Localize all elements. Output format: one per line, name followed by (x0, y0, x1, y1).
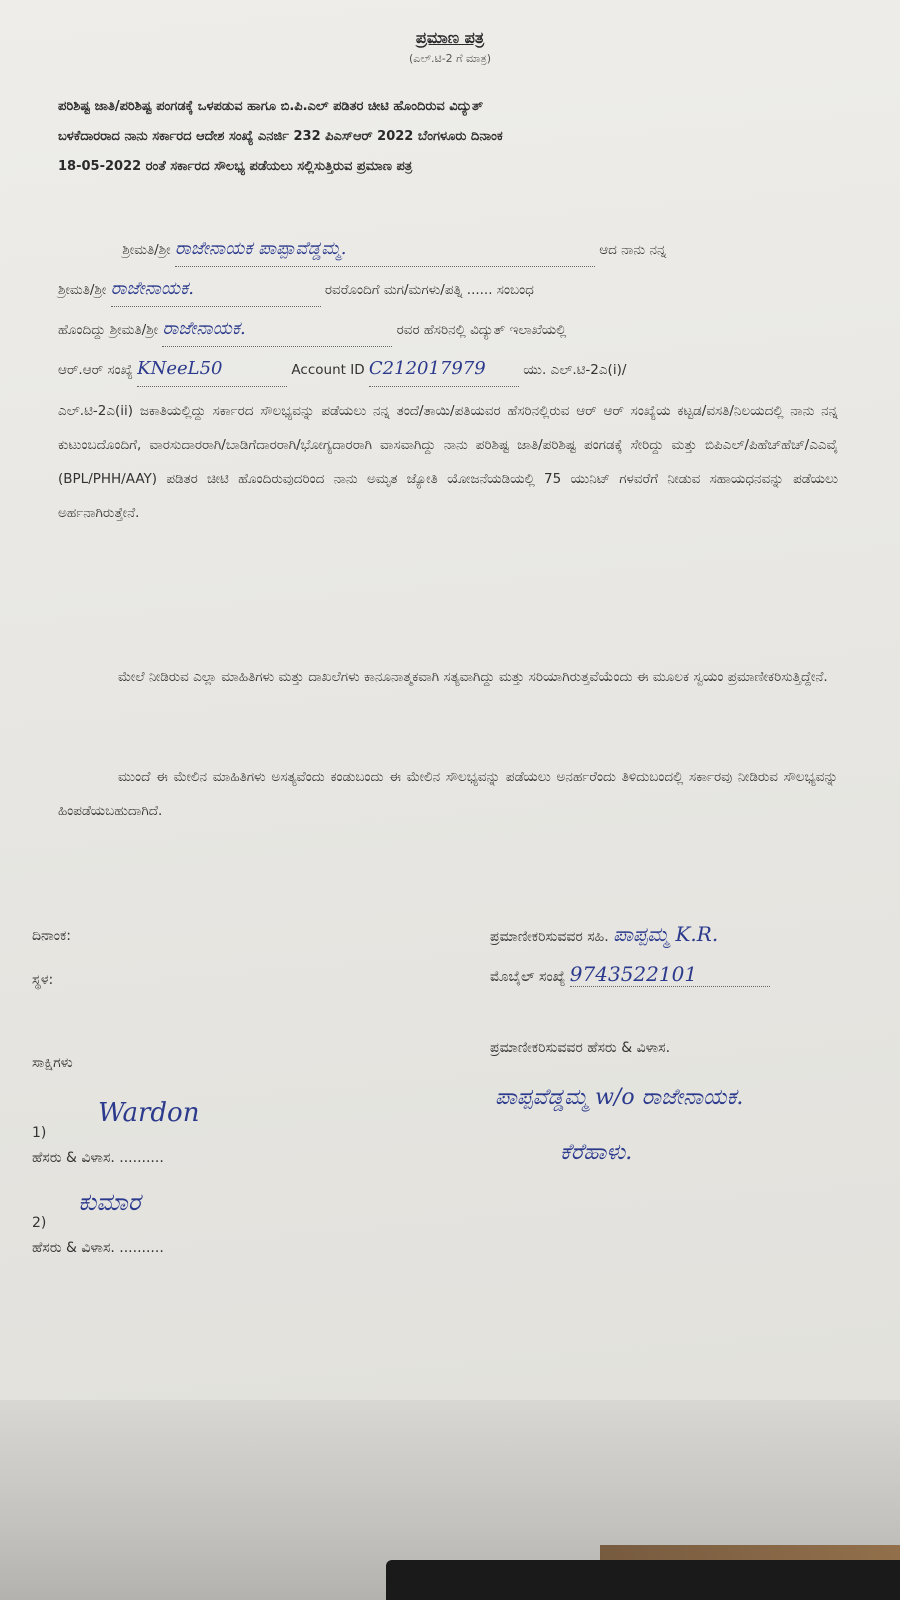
form-line-2-prefix: ಶ್ರೀಮತಿ/ಶ್ರೀ (58, 282, 107, 298)
form-line-4-suffix: ಯು. ಎಲ್.ಟಿ-2ಎ(i)/ (523, 362, 627, 378)
dark-object (386, 1560, 900, 1600)
name-address-line-2: ಕೆರೆಹಾಳು. (560, 1140, 633, 1165)
body-paragraph-1: ಎಲ್.ಟಿ-2ಎ(ii) ಜಕಾತಿಯಲ್ಲಿದ್ದು ಸರ್ಕಾರದ ಸೌಲಭ್ಯವನ್ನು ಪಡೆಯಲು ನನ್ನ ತಂದೆ/ತಾಯಿ/ಪತಿಯವರ ಹೆಸರಿನಲ್ಲಿರುವ ಆರ್ ಆರ್ ಸಂಖ್ಯೆಯ ಕಟ್ಟಡ/ವಸತಿ/ನಿಲಯದಲ್ಲಿ ನಾನು ನನ್ನ ಕುಟುಂಬದೊಂದಿಗೆ, ವಾರಸುದಾರರಾಗಿ/ಬಾಡಿಗೆದಾರರಾಗಿ/ಭೋಗ್ಯದಾರರಾಗಿ ವಾಸವಾಗಿದ್ದು ನಾನು ಪರಿಶಿಷ್ಟ ಜಾತಿ/ಪರಿಶಿಷ್ಟ ಪಂಗಡಕ್ಕೆ ಸೇರಿದ್ದು ಮತ್ತು ಬಿಪಿಎಲ್/ಪಿಹೆಚ್‌ಹೆಚ್/ಎಎವೈ (BPL/PHH/AAY) ಪಡಿತರ ಚೀಟಿ ಹೊಂದಿರುವುದರಿಂದ ನಾನು ಅಮೃತ ಜ್ಯೋತಿ ಯೋಜನೆಯಡಿಯಲ್ಲಿ 75 ಯುನಿಟ್ ಗಳವರೆಗೆ ನೀಡುವ ಸಹಾಯಧನವನ್ನು ಪಡೆಯಲು ಅರ್ಹನಾಗಿರುತ್ತೇನೆ. (58, 403, 838, 521)
body-paragraph-3: ಮುಂದೆ ಈ ಮೇಲಿನ ಮಾಹಿತಿಗಳು ಅಸತ್ಯವೆಂದು ಕಂಡುಬಂದು ಈ ಮೇಲಿನ ಸೌಲಭ್ಯವನ್ನು ಪಡೆಯಲು ಅನರ್ಹರೆಂದು ತಿಳಿದುಬಂದಲ್ಲಿ ಸರ್ಕಾರವು ನೀಡಿರುವ ಸೌಲಭ್ಯವನ್ನು ಹಿಂಪಡೆಯಬಹುದಾಗಿದೆ. (58, 769, 838, 819)
intro-paragraph (58, 92, 838, 182)
form-line-1-prefix: ಶ್ರೀಮತಿ/ಶ್ರೀ (122, 242, 171, 258)
handwritten-name-1: ರಾಜೇನಾಯಕ ಪಾಪ್ಪಾವೆಡ್ಡಮ್ಮ. (175, 232, 595, 267)
intro-line-3: 18-05-2022 ರಂತೆ ಸರ್ಕಾರದ ಸೌಲಭ್ಯ ಪಡೆಯಲು ಸಲ್ಲಿಸುತ್ತಿರುವ ಪ್ರಮಾಣ ಪತ್ರ (58, 159, 413, 174)
date-label: ದಿನಾಂಕ: (32, 928, 71, 944)
document-subtitle: (ಎಲ್.ಟಿ-2 ಗೆ ಮಾತ್ರ) (408, 52, 491, 65)
name-address-label: ಪ್ರಮಾಣೀಕರಿಸುವವರ ಹೆಸರು & ವಿಳಾಸ. (490, 1040, 671, 1056)
witness-1-name-address: ಹೆಸರು & ವಿಳಾಸ. .......... (32, 1150, 164, 1166)
account-id-value: C212017979 (369, 352, 519, 387)
place-label: ಸ್ಥಳ: (32, 972, 54, 988)
witness-2-number: 2) (32, 1215, 47, 1231)
body-paragraph-2: ಮೇಲೆ ನೀಡಿರುವ ಎಲ್ಲಾ ಮಾಹಿತಿಗಳು ಮತ್ತು ದಾಖಲೆಗಳು ಕಾನೂನಾತ್ಮಕವಾಗಿ ಸತ್ಯವಾಗಿದ್ದು ಮತ್ತು ಸರಿಯಾಗಿರುತ್ತವೆಯೆಂದು ಈ ಮೂಲಕ ಸ್ವಯಂ ಪ್ರಮಾಣೀಕರಿಸುತ್ತಿದ್ದೇನೆ. (118, 669, 828, 685)
mobile-number-value: 9743522101 (570, 962, 770, 987)
witnesses-label: ಸಾಕ್ಷಿಗಳು (32, 1055, 73, 1071)
mobile-number-label: ಮೊಬೈಲ್ ಸಂಖ್ಯೆ (490, 969, 566, 985)
rr-label: ಆರ್.ಆರ್ ಸಂಖ್ಯೆ (58, 362, 133, 378)
name-address-line-1: ಪಾಪ್ಪವೆಡ್ಡಮ್ಮ w/o ರಾಜೇನಾಯಕ. (495, 1085, 744, 1110)
signature-label (490, 922, 718, 946)
mobile-number-line (490, 962, 770, 987)
account-id-label: Account ID (291, 362, 365, 378)
signature-label-text: ಪ್ರಮಾಣೀಕರಿಸುವವರ ಸಹಿ. (490, 929, 609, 945)
signature-value: ಪಾಪ್ಪಮ್ಮ K.R. (613, 922, 719, 946)
intro-line-2: ಬಳಕೆದಾರರಾದ ನಾನು ಸರ್ಕಾರದ ಆದೇಶ ಸಂಖ್ಯೆ ಎನರ್ಜಿ 232 ಪಿಎಸ್ಆರ್ 2022 ಬೆಂಗಳೂರು ದಿನಾಂಕ (58, 129, 503, 144)
handwritten-name-3: ರಾಜೇನಾಯಕ. (162, 312, 392, 347)
form-line-3-prefix: ಹೊಂದಿದ್ದು ಶ್ರೀಮತಿ/ಶ್ರೀ (58, 322, 159, 338)
form-line-4 (58, 352, 838, 387)
witness-2-signature: ಕುಮಾರ (78, 1188, 141, 1216)
form-line-1 (58, 232, 838, 267)
intro-line-1: ಪರಿಶಿಷ್ಟ ಜಾತಿ/ಪರಿಶಿಷ್ಟ ಪಂಗಡಕ್ಕೆ ಒಳಪಡುವ ಹಾಗೂ ಬಿ.ಪಿ.ಎಲ್ ಪಡಿತರ ಚೀಟಿ ಹೊಂದಿರುವ ವಿದ್ಯುತ್ (58, 99, 484, 114)
handwritten-name-2: ರಾಜೇನಾಯಕ. (111, 272, 321, 307)
form-line-2 (58, 272, 838, 307)
form-line-3-suffix: ರವರ ಹೆಸರಿನಲ್ಲಿ ವಿದ್ಯುತ್ ಇಲಾಖೆಯಲ್ಲಿ (396, 322, 567, 338)
witness-2-name-address: ಹೆಸರು & ವಿಳಾಸ. .......... (32, 1240, 164, 1256)
witness-1-signature: Wardon (98, 1098, 200, 1128)
form-line-2-mid: ರವರೊಂದಿಗೆ ಮಗ/ಮಗಳು/ಪತ್ನಿ ...... ಸಂಬಂಧ (324, 282, 534, 298)
form-line-1-suffix: ಆದ ನಾನು ನನ್ನ (599, 242, 667, 258)
witness-1-number: 1) (32, 1125, 47, 1141)
form-line-3 (58, 312, 838, 347)
rr-number: KNeeL50 (137, 352, 287, 387)
document-title: ಪ್ರಮಾಣ ಪತ್ರ (415, 28, 485, 47)
